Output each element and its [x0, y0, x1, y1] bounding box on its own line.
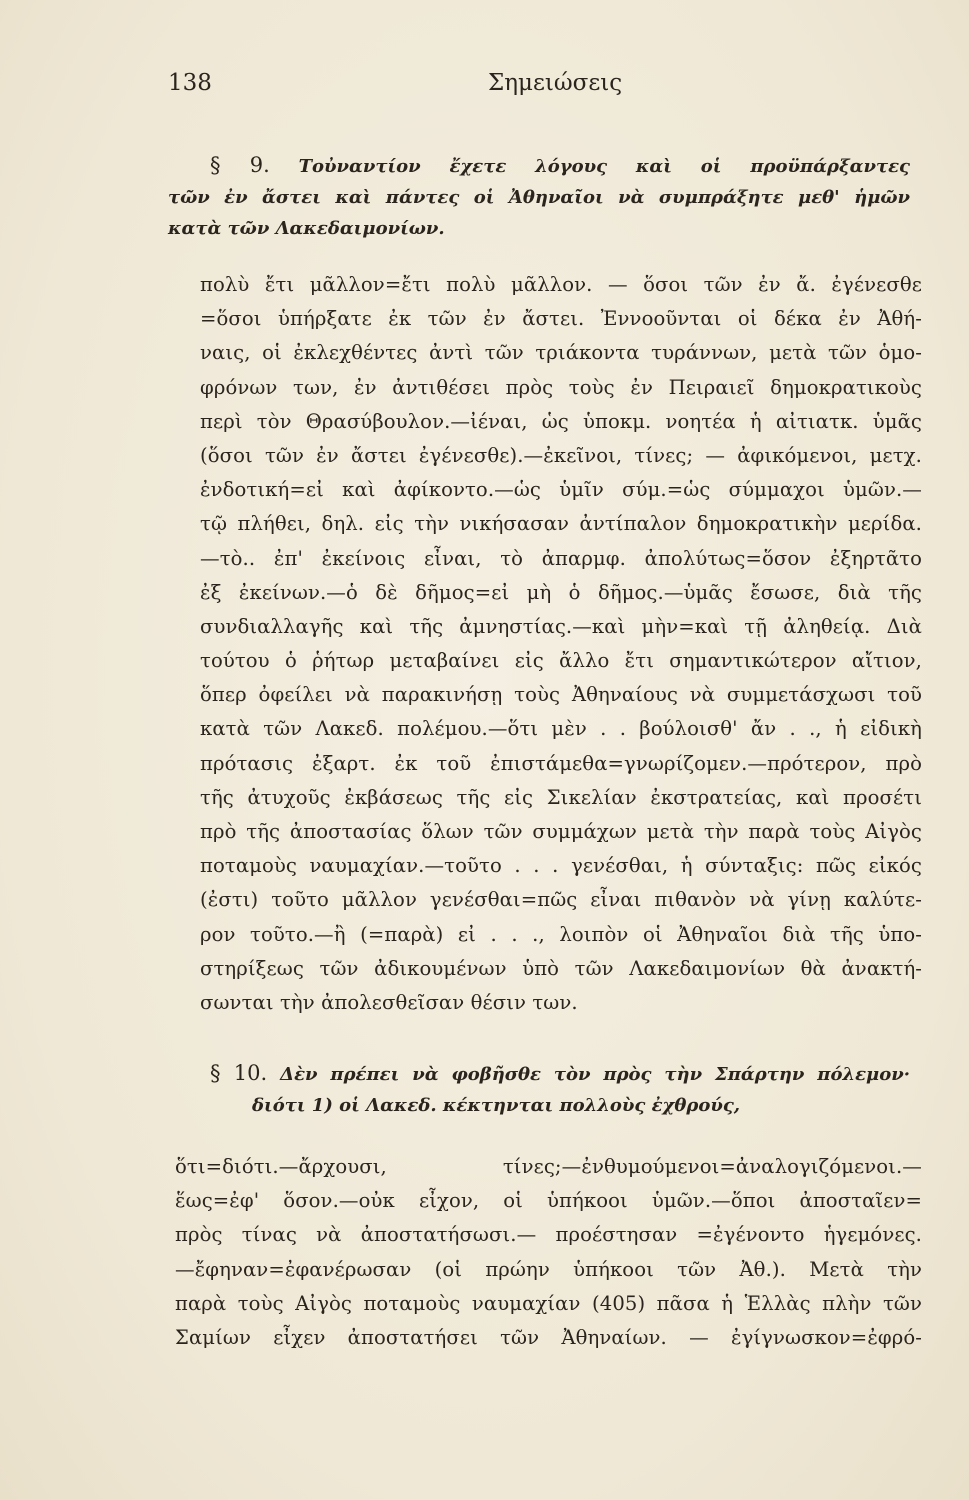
text-line: =ὅσοι ὑπήρξατε ἐκ τῶν ἐν ἄστει. Ἐννοοῦνται οἱ δέκα ἐν Ἀθή-	[200, 307, 922, 331]
text-line: συνδιαλλαγῆς καὶ τῆς ἀμνηστίας.—καὶ μὴν=καὶ τῇ ἀληθείᾳ. Διὰ	[200, 614, 922, 638]
section-9-heading-line: Τοὐναντίον ἔχετε λόγους καὶ οἱ προϋπάρξαντες	[298, 156, 910, 177]
section-10-heading-line: Δὲν πρέπει νὰ φοβῆσθε τὸν πρὸς τὴν Σπάρτην πόλεμον·	[280, 1064, 910, 1085]
section-10-mark: § 10.	[210, 1061, 268, 1085]
text-line: τῆς ἀτυχοῦς ἐκβάσεως τῆς εἰς Σικελίαν ἐκστρατείας, καὶ προσέτι	[200, 785, 922, 809]
section-10-body	[175, 1150, 922, 1355]
text-line: πολὺ ἔτι μᾶλλον=ἔτι πολὺ μᾶλλον. — ὅσοι τῶν ἐν ἄ. ἐγένεσθε	[200, 273, 922, 296]
section-10-heading-line: διότι 1) οἱ Λακεδ. κέκτηνται πολλοὺς ἐχθρούς,	[252, 1095, 741, 1116]
text-line: κατὰ τῶν Λακεδ. πολέμου.—ὅτι μὲν . . βούλοισθ' ἄν . ., ἡ εἰδικὴ	[200, 717, 922, 741]
text-line: ὅτι=διότι.—ἄρχουσι, τίνες;—ἐνθυμούμενοι=ἀναλογιζόμενοι.—	[175, 1155, 922, 1178]
text-line: ὅπερ ὀφείλει νὰ παρακινήσῃ τοὺς Ἀθηναίους νὰ συμμετάσχωσι τοῦ	[200, 683, 922, 707]
text-line: —τὸ.. ἐπ' ἐκείνοις εἶναι, τὸ ἀπαρμφ. ἀπολύτως=ὅσον ἐξηρτᾶτο	[200, 546, 922, 570]
text-line: φρόνων των, ἐν ἀντιθέσει πρὸς τοὺς ἐν Πειραιεῖ δημοκρατικοὺς	[200, 375, 922, 399]
section-9-body	[200, 268, 922, 1020]
text-line: τῷ πλήθει, δηλ. εἰς τὴν νικήσασαν ἀντίπαλον δημοκρατικὴν μερίδα.	[200, 512, 922, 536]
text-line: σωνται τὴν ἀπολεσθεῖσαν θέσιν των.	[200, 990, 578, 1014]
text-line: Σαμίων εἶχεν ἀποστατήσει τῶν Ἀθηναίων. — ἐγίγνωσκον=ἐφρό-	[175, 1325, 922, 1349]
text-line: (ἐστι) τοῦτο μᾶλλον γενέσθαι=πῶς εἶναι πιθανὸν νὰ γίνῃ καλύτε-	[200, 888, 922, 912]
text-line: (ὅσοι τῶν ἐν ἄστει ἐγένεσθε).—ἐκεῖνοι, τίνες; — ἀφικόμενοι, μετχ.	[200, 443, 922, 467]
text-line: πρὸς τίνας νὰ ἀποστατήσωσι.— προέστησαν =ἐγένοντο ἡγεμόνες.	[175, 1223, 922, 1247]
running-title: Σημειώσεις	[488, 70, 623, 96]
text-line: ἐξ ἐκείνων.—ὁ δὲ δῆμος=εἰ μὴ ὁ δῆμος.—ὑμᾶς ἔσωσε, διὰ τῆς	[200, 580, 922, 604]
text-line: στηρίξεως τῶν ἀδικουμένων ὑπὸ τῶν Λακεδαιμονίων θὰ ἀνακτή-	[200, 956, 922, 980]
section-9-heading	[168, 150, 910, 244]
text-line: —ἔφηναν=ἐφανέρωσαν (οἱ πρώην ὑπήκοοι τῶν Ἀθ.). Μετὰ τὴν	[175, 1257, 922, 1281]
section-9-heading-line: κατὰ τῶν Λακεδαιμονίων.	[168, 218, 445, 239]
section-10-heading	[210, 1058, 910, 1121]
text-line: περὶ τὸν Θρασύβουλον.—ἰέναι, ὡς ὑποκμ. νοητέα ἡ αἰτιατκ. ὑμᾶς	[200, 409, 922, 433]
text-line: ρον τοῦτο.—ἢ (=παρὰ) εἰ . . ., λοιπὸν οἱ Ἀθηναῖοι διὰ τῆς ὑπο-	[200, 922, 922, 946]
page-header	[168, 70, 779, 110]
text-line: ποταμοὺς ναυμαχίαν.—τοῦτο . . . γενέσθαι, ἡ σύνταξις: πῶς εἰκός	[200, 854, 922, 878]
section-9-mark: § 9.	[210, 153, 270, 177]
text-line: ἐνδοτική=εἰ καὶ ἀφίκοντο.—ὡς ὑμῖν σύμ.=ὡς σύμμαχοι ὑμῶν.—	[200, 478, 922, 502]
text-line: τούτου ὁ ῥήτωρ μεταβαίνει εἰς ἄλλο ἔτι σημαντικώτερον αἴτιον,	[200, 649, 922, 673]
text-line: πρότασις ἐξαρτ. ἐκ τοῦ ἐπιστάμεθα=γνωρίζομεν.—πρότερον, πρὸ	[200, 751, 922, 775]
text-line: πρὸ τῆς ἀποστασίας ὅλων τῶν συμμάχων μετὰ τὴν παρὰ τοὺς Αἰγὸς	[200, 820, 922, 843]
text-line: ἕως=ἐφ' ὅσον.—οὐκ εἶχον, οἱ ὑπήκοοι ὑμῶν.—ὅποι ἀποσταῖεν=	[175, 1189, 922, 1213]
text-line: ναις, οἱ ἐκλεχθέντες ἀντὶ τῶν τριάκοντα τυράννων, μετὰ τῶν ὁμο-	[200, 341, 922, 365]
section-9-heading-line: τῶν ἐν ἄστει καὶ πάντες οἱ Ἀθηναῖοι νὰ συμπράξητε μεθ' ἡμῶν	[168, 187, 910, 208]
page-number: 138	[168, 70, 212, 96]
text-line: παρὰ τοὺς Αἰγὸς ποταμοὺς ναυμαχίαν (405) πᾶσα ἡ Ἑλλὰς πλὴν τῶν	[175, 1291, 922, 1315]
